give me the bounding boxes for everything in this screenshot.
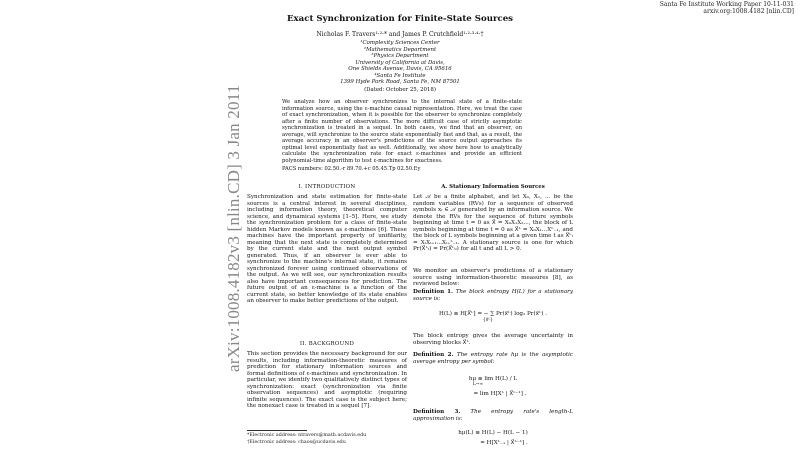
equation-entropy-rate-approx-1: hμ(L) ≡ H(L) − H(L − 1) xyxy=(458,430,528,436)
equation-entropy-rate-approx-2: = H[Xᴸ₋₁ | X⃗ᴸ⁻¹] . xyxy=(480,440,528,446)
equation-entropy-rate-limit: L→∞ xyxy=(472,382,484,387)
stationary-text-2: We monitor an observer's predictions of a stationary source using information-theoretic measures [8], as reviewed below: xyxy=(413,268,573,287)
affiliation-1: ¹Complexity Sciences Center xyxy=(360,40,440,46)
paper-title: Exact Synchronization for Finite-State Sources xyxy=(286,14,514,24)
arxiv-stamp: arXiv:1008.4182v3 [nlin.CD] 3 Jan 2011 xyxy=(224,84,243,372)
equation-entropy-rate-2: = lim H[Xᴸ | X⃗ᴸ⁻¹] . xyxy=(473,391,527,397)
dated-line: (Dated: October 25, 2018) xyxy=(364,87,436,93)
definition-3-label: Definition 3. xyxy=(413,409,461,415)
definition-1-label: Definition 1. xyxy=(413,289,453,295)
pacs-numbers: PACS numbers: 02.50.-r 89.70.+c 05.45.Tp 02.50.Ey xyxy=(282,166,421,172)
definition-1-after: The block entropy gives the average uncertainty in observing blocks X⃗ᴸ. xyxy=(413,333,573,346)
working-paper-label: Santa Fe Institute Working Paper 10-11-031 xyxy=(659,1,794,8)
footnote-2: †Electronic address: chaos@ucdavis.edu xyxy=(247,440,346,445)
arxiv-id-label: arxiv.org:1008.4182 [nlin.CD] xyxy=(703,8,794,15)
definition-3 xyxy=(413,409,573,422)
affiliation-4: University of California at Davis, xyxy=(355,59,445,66)
affiliation-2: ²Mathematics Department xyxy=(363,46,437,53)
footnote-rule xyxy=(247,430,307,431)
author-line: Nicholas F. Travers¹·²·* and James P. Crutchfield¹·²·³·⁴·† xyxy=(316,31,484,38)
affiliation-3: ³Physics Department xyxy=(371,53,429,59)
introduction-text: Synchronization and state estimation for finite-state sources is a central interest in several disciplines, including information theory, theoretical computer science, and dynamical systems [1–5]. Here, we study the synchronization problem for a class of finite-state hidden Markov models known as ε-machines [6]. These machines have the important property of unifilarity, meaning that the next state is completely determined by the current state and the next output symbol generated. Thus, if an observer is ever able to synchronize to the machine's internal state, it remains synchronized forever using continued observations of the output. As we will see, our synchronization results also have important consequences for prediction. The future output of an ε-machine is a function of the current state, so better knowledge of its state enables an observer to make better predictions of the output. xyxy=(247,194,407,304)
definition-2-label: Definition 2. xyxy=(413,352,454,358)
equation-block-entropy: H(L) ≡ H[X⃗ᴸ] = − ∑ Pr(x⃗ᴸ) log₂ Pr(x⃗ᴸ) . xyxy=(438,311,548,317)
equation-block-entropy-subscript: {x⃗ᴸ} xyxy=(482,318,494,323)
definition-1-text: The block entropy H(L) for a stationary source is: xyxy=(413,289,574,302)
definition-2 xyxy=(413,352,573,365)
background-text: This section provides the necessary background for our results, including information-theoretic measures of prediction for stationary information sources and formal definitions of ε-machines and synchronization. In particular, we identify two qualitatively distinct types of synchronization: exact (synchronization via finite observation sequences) and asymptotic (requiring infinite sequences). The exact case is the subject here; the nonexact case is treated in a sequel [7]. xyxy=(247,351,407,409)
section-heading-background: II. BACKGROUND xyxy=(299,341,355,347)
affiliation-6: ⁴Santa Fe Institute xyxy=(374,72,426,79)
equation-entropy-rate-1: hμ ≡ lim H(L) / L xyxy=(468,376,518,382)
section-heading-introduction: I. INTRODUCTION xyxy=(298,184,356,190)
affiliation-7: 1399 Hyde Park Road, Santa Fe, NM 87501 xyxy=(340,79,460,85)
abstract: We analyze how an observer synchronizes to the internal state of a finite-state information source, using the ε-machine causal representation. Here, we treat the case of exact synchronization, when it is possible for the observer to synchronize completely after a finite number of observations. The more difficult case of strictly asymptotic synchronization is treated in a sequel. In both cases, we find that an observer, on average, will synchronize to the source state exponentially fast and that, as a result, the average accuracy in an observer's predictions of the source output approaches its optimal level exponentially fast as well. Additionally, we show here how to analytically calculate the synchronization rate for exact ε-machines and provide an efficient polynomial-time algorithm to test ε-machines for exactness. xyxy=(282,99,522,164)
definition-3-text: The entropy rate's length-L approximation is: xyxy=(413,409,574,422)
definition-2-text: The entropy rate hμ is the asymptotic average entropy per symbol: xyxy=(413,352,574,365)
subsection-heading-stationary: A. Stationary Information Sources xyxy=(441,184,545,190)
definition-1 xyxy=(413,289,573,302)
footnote-1: *Electronic address: ntravers@math.ucdavis.edu xyxy=(247,433,367,438)
stationary-text-1: Let 𝒜 be a finite alphabet, and let X₀, X₁, ... be the random variables (RVs) for a sequence of observed symbols xₜ ∈ 𝒜 generated by an information source. We denote the RVs for the sequence of future symbols beginning at time t = 0 as X⃗ = X₀X₁X₂..., the block of L symbols beginning at time t = 0 as X⃗ᴸ = X₀X₁...Xᴸ₋₁, and the block of L symbols beginning at a given time t as X⃗ᴸₜ = XₜXₜ₊₁...Xₜ₊ᴸ₋₁. A stationary source is one for which Pr(X⃗ᴸₜ) = Pr(X⃗ᴸ₀) for all t and all L > 0. xyxy=(413,194,573,252)
affiliation-5: One Shields Avenue, Davis, CA 95616 xyxy=(348,66,452,72)
